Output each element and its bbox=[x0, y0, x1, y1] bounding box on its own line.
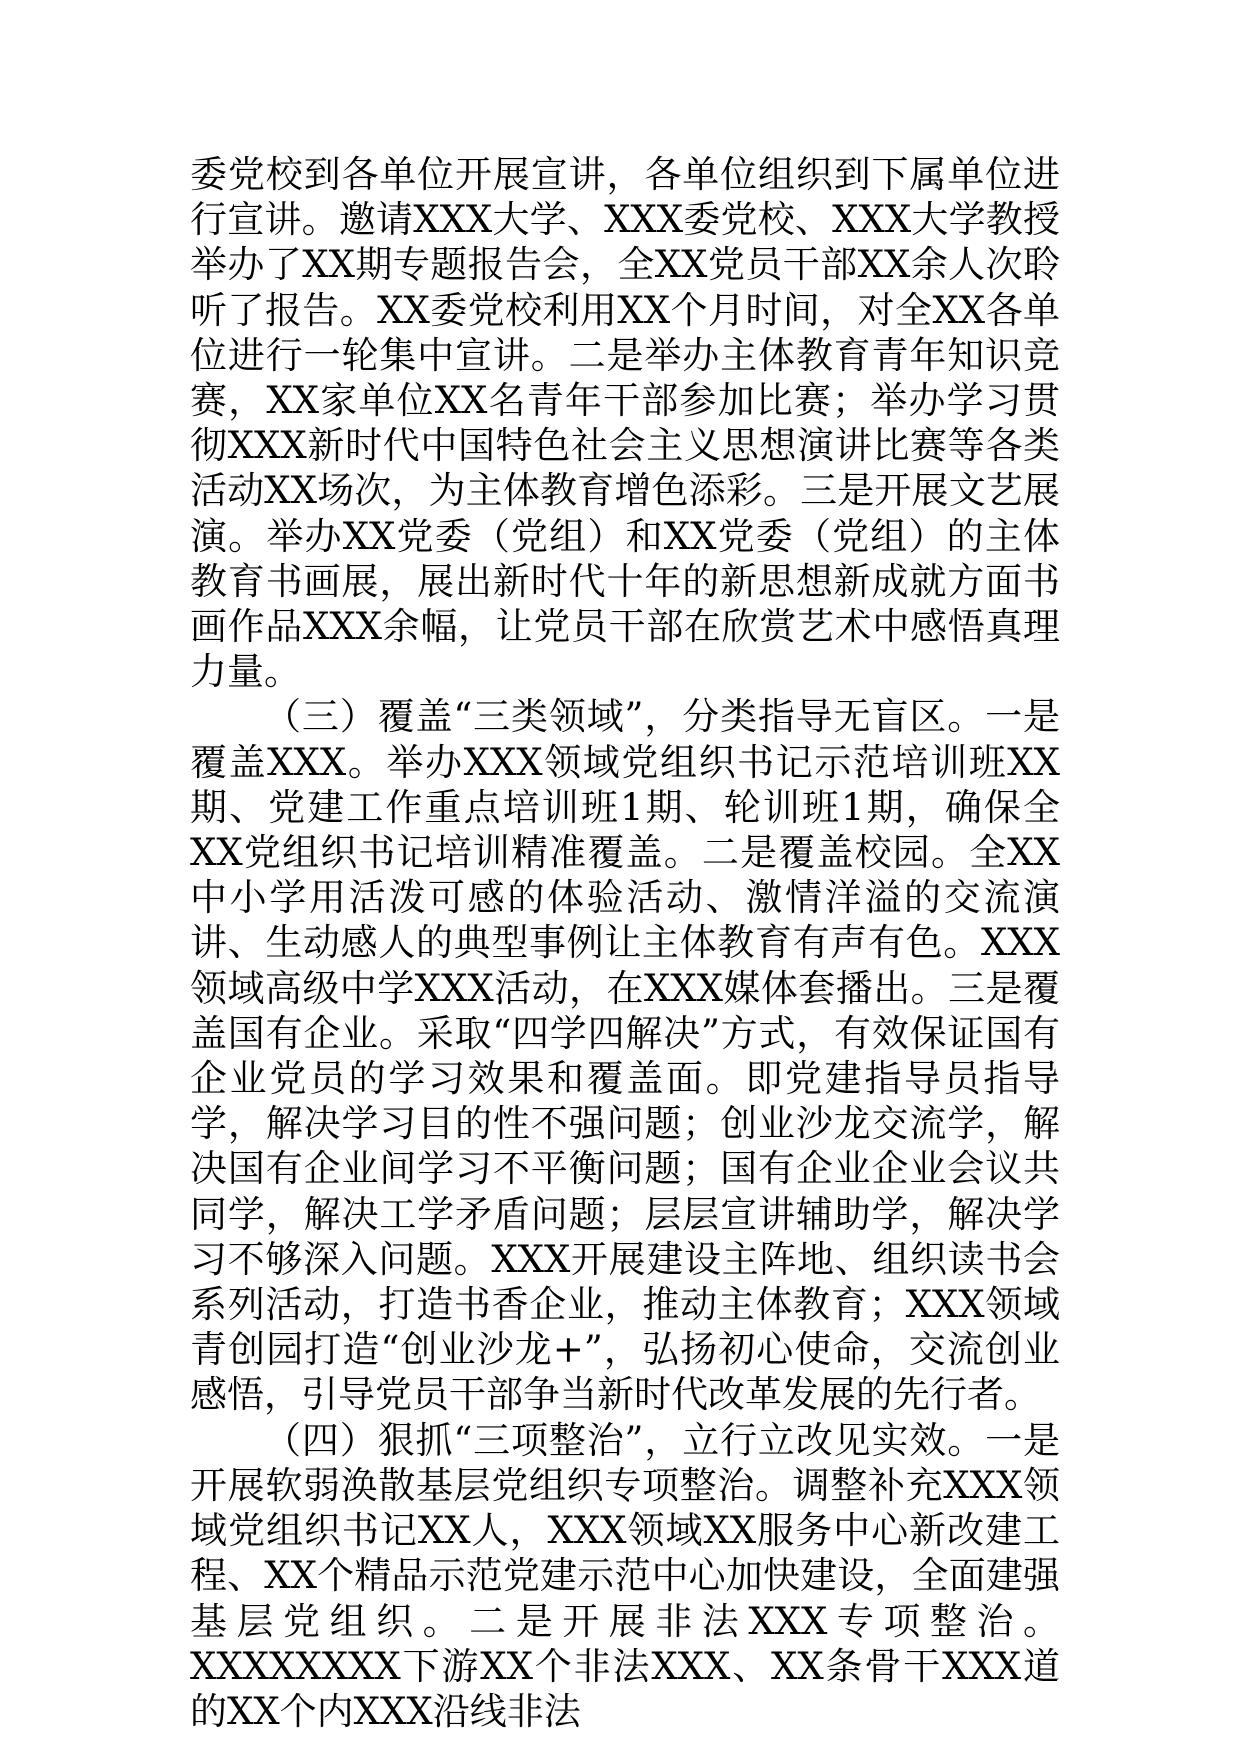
paragraph-continued: 委党校到各单位开展宣讲，各单位组织到下属单位进行宣讲。邀请XXX大学、XXX委党校、XXX大学教授举办了XX期专题报告会，全XX党员干部XX余人次聆听了报告。XX委党校利用XX个月时间，对全XX各单位进行一轮集中宣讲。二是举办主体教育青年知识竞赛，XX家单位XX名青年干部参加比赛；举办学习贯彻XXX新时代中国特色社会主义思想演讲比赛等各类活动XX场次，为主体教育增色添彩。三是开展文艺展演。举办XX党委（党组）和XX党委（党组）的主体教育书画展，展出新时代十年的新思想新成就方面书画作品XXX余幅，让党员干部在欣赏艺术中感悟真理力量。 bbox=[190, 153, 1060, 694]
paragraph-section-three: （三）覆盖“三类领域”，分类指导无盲区。一是覆盖XXX。举办XXX领域党组织书记示范培训班XX期、党建工作重点培训班1期、轮训班1期，确保全XX党组织书记培训精准覆盖。二是覆盖校园。全XX中小学用活泼可感的体验活动、激情洋溢的交流演讲、生动感人的典型事例让主体教育有声有色。XXX领域高级中学XXX活动，在XXX媒体套播出。三是覆盖国有企业。采取“四学四解决”方式，有效保证国有企业党员的学习效果和覆盖面。即党建指导员指导学，解决学习目的性不强问题；创业沙龙交流学，解决国有企业间学习不平衡问题；国有企业企业会议共同学，解决工学矛盾问题；层层宣讲辅助学，解决学习不够深入问题。XXX开展建设主阵地、组织读书会系列活动，打造书香企业，推动主体教育；XXX领域青创园打造“创业沙龙+”，弘扬初心使命，交流创业感悟，引导党员干部争当新时代改革发展的先行者。 bbox=[190, 695, 1060, 1417]
paragraph-section-four: （四）狠抓“三项整治”，立行立改见实效。一是开展软弱涣散基层党组织专项整治。调整补充XXX领域党组织书记XX人，XXX领域XX服务中心新改建工程、XX个精品示范党建示范中心加快建设，全面建强基层党组织。二是开展非法XXX专项整治。XXXXXXXX下游XX个非法XXX、XX条骨干XXX道的XX个内XXX沿线非法 bbox=[190, 1418, 1060, 1733]
document-body bbox=[190, 152, 1060, 1734]
